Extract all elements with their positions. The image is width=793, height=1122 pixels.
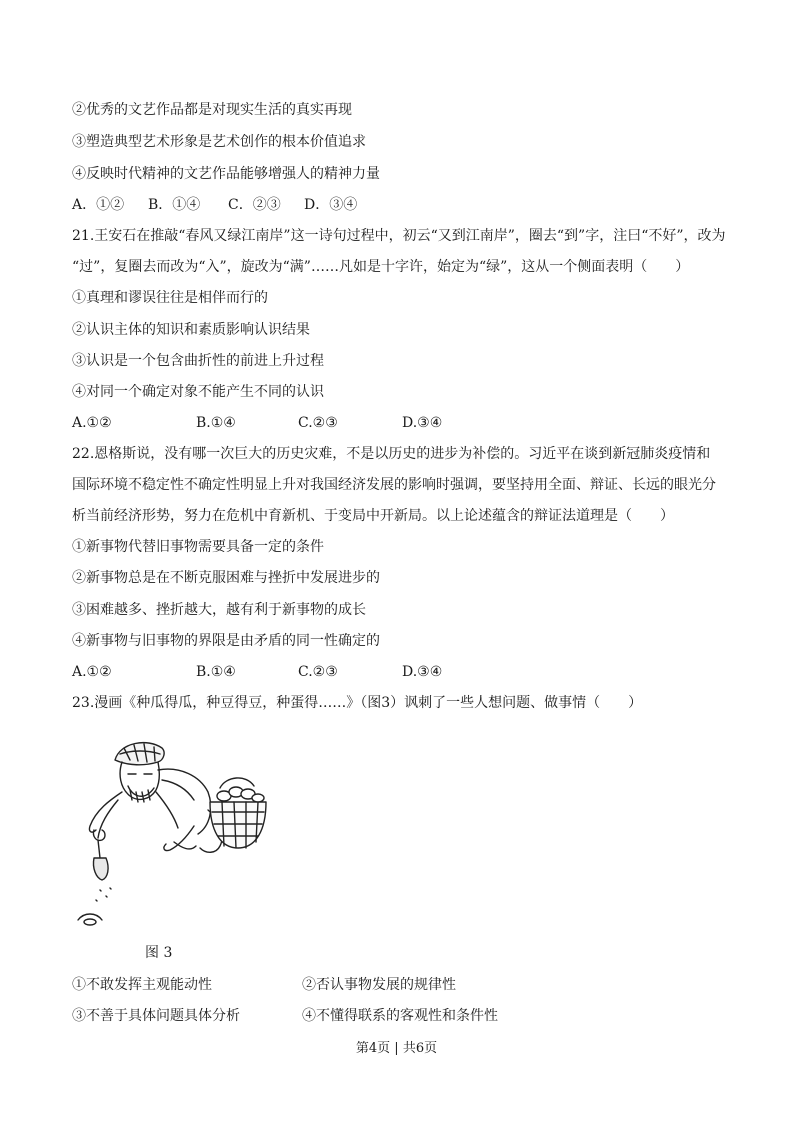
q20-choice-d: D．③④: [304, 197, 358, 213]
q20-option-2: ②优秀的文艺作品都是对现实生活的真实再现: [72, 102, 352, 118]
q21-choice-b: B.①④: [196, 415, 236, 431]
q20-choice-c: C．②③: [228, 197, 281, 213]
page-footer: 第4页 | 共6页: [355, 1041, 438, 1056]
q21-option-3: ③认识是一个包含曲折性的前进上升过程: [72, 353, 324, 369]
q20-choice-b: B．①④: [148, 197, 201, 213]
q22-stem-line-3: 析当前经济形势，努力在危机中育新机、于变局中开新局。以上论述蕴含的辩证法道理是（ ）: [72, 508, 674, 524]
q21-option-1: ①真理和谬误往往是相伴而行的: [72, 290, 268, 306]
q22-stem-line-2: 国际环境不稳定性不确定性明显上升对我国经济发展的影响时强调，要坚持用全面、辩证、长远的眼光分: [72, 477, 716, 493]
q21-choice-d: D.③④: [402, 415, 443, 431]
q22-stem-line-1: 22.恩格斯说，没有哪一次巨大的历史灾难，不是以历史的进步为补偿的。习近平在谈到新冠肺炎疫情和: [72, 446, 711, 462]
q22-option-1: ①新事物代替旧事物需要具备一定的条件: [72, 539, 324, 555]
q22-choice-d: D.③④: [402, 664, 443, 680]
q21-choice-c: C.②③: [298, 415, 338, 431]
figure-caption: 图 3: [145, 945, 173, 961]
q21-option-2: ②认识主体的知识和素质影响认识结果: [72, 322, 310, 338]
q23-option-1: ①不敢发挥主观能动性: [72, 977, 212, 993]
q20-option-3: ③塑造典型艺术形象是艺术创作的根本价值追求: [72, 134, 366, 150]
q22-option-4: ④新事物与旧事物的界限是由矛盾的同一性确定的: [72, 633, 380, 649]
q23-option-3: ③不善于具体问题具体分析: [72, 1008, 240, 1024]
cartoon-figure: [70, 730, 280, 940]
q23-stem: 23.漫画《种瓜得瓜，种豆得豆，种蛋得……》（图3）讽刺了一些人想问题、做事情（ ）: [72, 695, 643, 711]
cartoon-illustration: [70, 730, 280, 940]
q21-option-4: ④对同一个确定对象不能产生不同的认识: [72, 384, 324, 400]
q22-option-3: ③困难越多、挫折越大，越有利于新事物的成长: [72, 602, 366, 618]
q21-choice-a: A.①②: [72, 415, 112, 431]
q20-option-4: ④反映时代精神的文艺作品能够增强人的精神力量: [72, 166, 380, 182]
q23-option-2: ②否认事物发展的规律性: [302, 977, 456, 993]
q21-stem-line-2: “过”，复圈去而改为“入”，旋改为“满”……凡如是十字许，始定为“绿”，这从一个侧面表明（ ）: [72, 259, 690, 275]
q22-choice-b: B.①④: [196, 664, 236, 680]
q22-choice-c: C.②③: [298, 664, 338, 680]
q23-option-4: ④不懂得联系的客观性和条件性: [302, 1008, 498, 1024]
q22-choice-a: A.①②: [72, 664, 112, 680]
q22-option-2: ②新事物总是在不断克服困难与挫折中发展进步的: [72, 570, 380, 586]
q21-stem-line-1: 21.王安石在推敲“春风又绿江南岸”这一诗句过程中，初云“又到江南岸”，圈去“到”字，注曰“不好”，改为: [72, 228, 726, 244]
q20-choice-a: A．①②: [72, 197, 125, 213]
